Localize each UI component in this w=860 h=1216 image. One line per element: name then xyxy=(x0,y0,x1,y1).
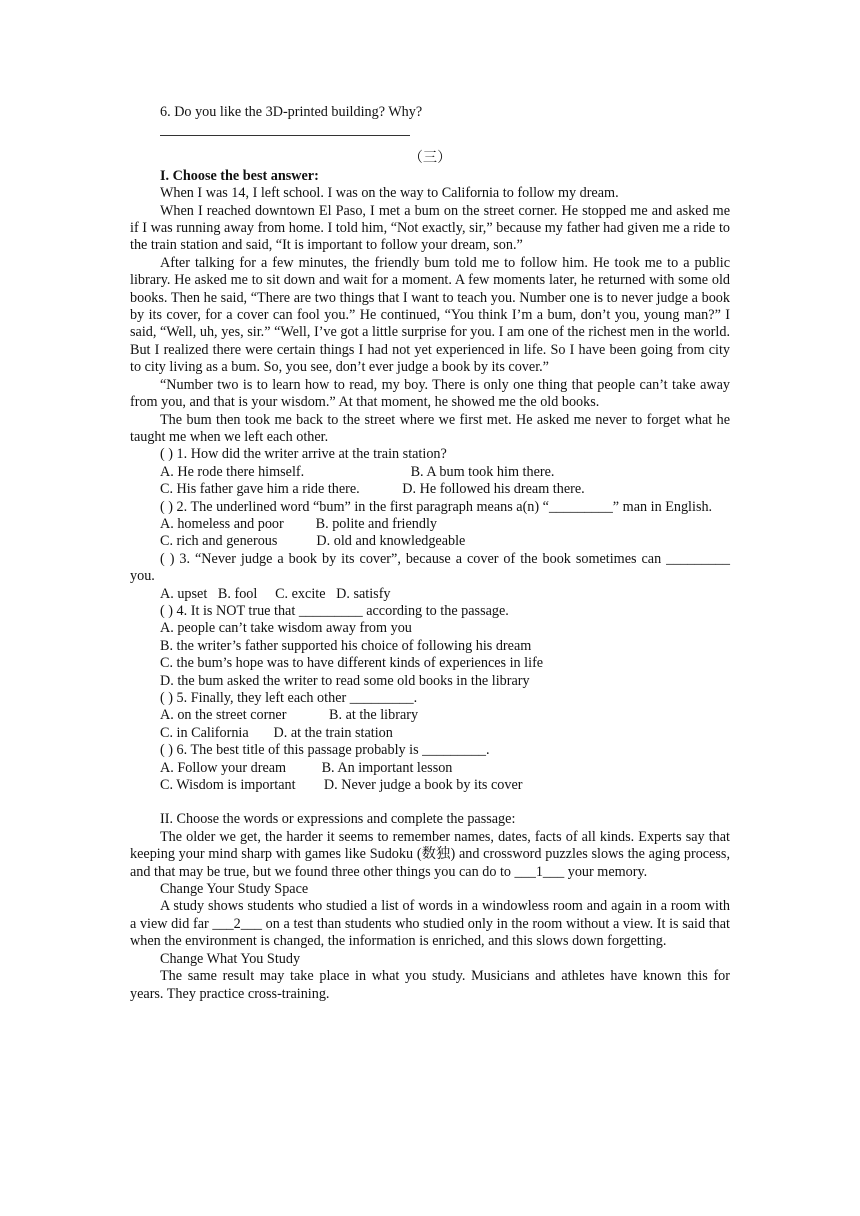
question-1-options-cd: C. His father gave him a ride there. D. He followed his dream there. xyxy=(160,481,585,498)
question-1-options-ab: A. He rode there himself. B. A bum took him there. xyxy=(160,463,555,480)
part2-heading: II. Choose the words or expressions and complete the passage: xyxy=(160,811,516,828)
question-4-option-d: D. the bum asked the writer to read some old books in the library xyxy=(160,672,530,689)
passage-paragraph-3: After talking for a few minutes, the friendly bum told me to follow him. He took me to a public library. He asked me to sit down and wait for a moment. A few moments later, he returned with some old books. Then he said, “There are two things that I want to teach you. Number one is to never judge a book by its cover, for a cover can fool you.” He continued, “You think I’m a bum, don’t you, young man?” I said, “Well, uh, yes, sir.” “Well, I’ve got a little surprise for you. I am one of the richest men in the world. But I realized there were certain things I had not yet experienced in life. So I have been going from city to city living as a bum. So, you see, don’t ever judge a book by its cover.” xyxy=(130,254,730,376)
part2-subheading-2: Change What You Study xyxy=(160,950,301,967)
section-mark: （三） xyxy=(408,150,452,167)
question-6-options-ab: A. Follow your dream B. An important lesson xyxy=(160,759,453,776)
section-spacer xyxy=(130,794,730,811)
question-2-options-ab: A. homeless and poor B. polite and friendly xyxy=(160,515,438,532)
part2-paragraph-2: The same result may take place in what you study. Musicians and athletes have known this for years. They practice cross-training. xyxy=(130,968,730,1002)
question-5-options-ab: A. on the street corner B. at the library xyxy=(160,707,419,724)
document-page xyxy=(130,104,730,1003)
answer-blank-line[interactable] xyxy=(160,121,410,136)
question-3-options: A. upset B. fool C. excite D. satisfy xyxy=(160,585,391,602)
part1-heading: I. Choose the best answer: xyxy=(160,167,319,184)
question-3-stem: ( ) 3. “Never judge a book by its cover”, because a cover of the book sometimes can _________ you. xyxy=(130,550,730,585)
question-4-option-a: A. people can’t take wisdom away from you xyxy=(160,620,412,637)
passage-paragraph-1: When I was 14, I left school. I was on the way to California to follow my dream. xyxy=(160,185,619,202)
question-6: 6. Do you like the 3D-printed building? Why? xyxy=(160,104,423,120)
part2-subheading-1: Change Your Study Space xyxy=(160,881,309,898)
question-5-options-cd: C. in California D. at the train station xyxy=(160,724,393,741)
question-4-option-b: B. the writer’s father supported his choice of following his dream xyxy=(160,637,532,654)
question-2-stem: ( ) 2. The underlined word “bum” in the first paragraph means a(n) “_________” man in English. xyxy=(160,498,713,515)
part2-paragraph-1: A study shows students who studied a list of words in a windowless room and again in a room with a view did far ___2___ on a test than students who studied only in the room without a view. It is said that when the environment is changed, the information is enriched, and this slows down forgetting. xyxy=(130,898,730,950)
question-4-option-c: C. the bum’s hope was to have different kinds of experiences in life xyxy=(160,655,544,672)
question-2-options-cd: C. rich and generous D. old and knowledgeable xyxy=(160,533,466,550)
question-6-stem: ( ) 6. The best title of this passage probably is _________. xyxy=(160,742,490,759)
question-4-stem: ( ) 4. It is NOT true that _________ according to the passage. xyxy=(160,602,509,619)
passage-paragraph-4: “Number two is to learn how to read, my boy. There is only one thing that people can’t take away from you, and that is your wisdom.” At that moment, he showed me the old books. xyxy=(130,376,730,411)
question-6-options-cd: C. Wisdom is important D. Never judge a book by its cover xyxy=(160,777,523,794)
part2-intro: The older we get, the harder it seems to remember names, dates, facts of all kinds. Experts say that keeping your mind sharp with games like Sudoku (数独) and crossword puzzles slows the aging process, and that may be true, but we found three other things you can do to ___1___ your memory. xyxy=(130,828,730,880)
question-1-stem: ( ) 1. How did the writer arrive at the train station? xyxy=(160,446,447,463)
question-5-stem: ( ) 5. Finally, they left each other _________. xyxy=(160,690,418,706)
passage-paragraph-2: When I reached downtown El Paso, I met a bum on the street corner. He stopped me and asked me if I was running away from home. I told him, “Not exactly, sir,” because my father had given me a ride to the train station and said, “It is important to follow your dream, son.” xyxy=(130,202,730,254)
passage-paragraph-5: The bum then took me back to the street where we first met. He asked me never to forget what he taught me when we left each other. xyxy=(130,411,730,445)
